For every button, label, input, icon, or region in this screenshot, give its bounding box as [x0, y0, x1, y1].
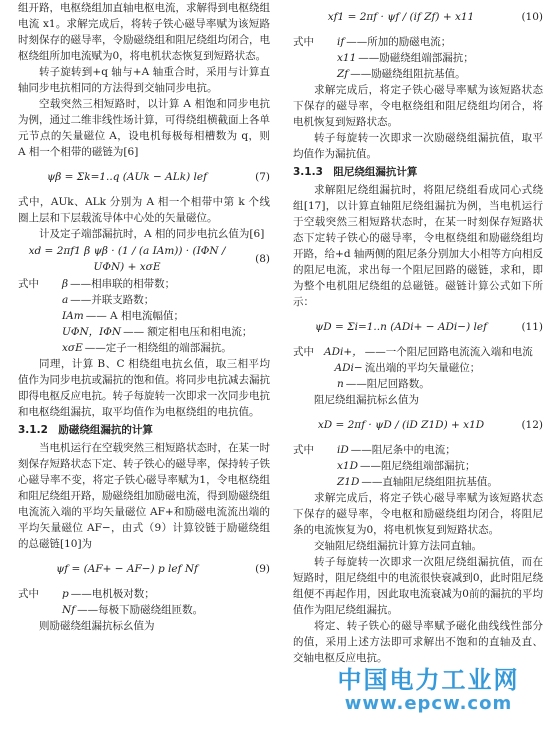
- definition-symbol: Nf: [62, 604, 76, 616]
- definition-text: ——阻尼绕组端部漏抗；: [360, 460, 476, 472]
- definition-prefix: [293, 474, 337, 490]
- paragraph: 则励磁绕组漏抗标幺值为: [39, 620, 155, 632]
- equation-body: xD = 2πf · ψD / (iD Z1D) + x1D: [317, 419, 485, 431]
- definition-symbol: xσE: [62, 342, 83, 354]
- definition-symbol: β: [62, 278, 69, 290]
- equation-10: [293, 0, 543, 34]
- paragraph: 当电机运行在空载突然三相短路状态时，在某一时刻保存短路状态下定、转子铁心的磁导率，保持转子铁心磁导率不变，将定子铁心磁导率赋为1，令电枢绕组和阻尼绕组开路，励磁绕组加励磁电流，得到励磁绕组电流流入端的平均矢量磁位 AF+和励磁电流流出端的平均矢量磁位 AF−，由式（9）计算铰链于励磁绕组的总磁链[10]为: [18, 442, 270, 550]
- symbol-definitions: [293, 344, 543, 392]
- paragraph: 交轴阻尼绕组漏抗计算方法同直轴。: [314, 540, 482, 552]
- paragraph: 求解完成后，将定子铁心磁导率赋为该短路状态下保存的磁导率，令电枢和励磁绕组均闭合，将阻尼条的电流恢复为0，将电机恢复到短路状态。: [293, 492, 543, 536]
- equation-body: ψD = Σi=1..n (ADi+ − ADi−) lef: [315, 321, 487, 333]
- equation-11: [293, 310, 543, 344]
- definition-symbol: n: [337, 378, 344, 390]
- definition-prefix: [18, 324, 62, 340]
- definition-row: [293, 376, 543, 392]
- definition-text: ——所加的励磁电流；: [346, 36, 452, 48]
- definition-symbol: a: [62, 294, 69, 306]
- symbol-definitions: [293, 442, 543, 490]
- left-column: [18, 0, 270, 634]
- paragraph: 阻尼绕组漏抗标幺值为: [314, 394, 419, 406]
- paragraph: 计及定子端部漏抗时，A 相的同步电抗幺值为[6]: [39, 228, 265, 240]
- definition-text: ——每极下励磁绕组匝数。: [77, 604, 204, 616]
- definition-row: [18, 292, 270, 308]
- definition-prefix: [293, 50, 337, 66]
- definition-row: [18, 308, 270, 324]
- watermark-url: www.epcw.com: [344, 693, 513, 714]
- definition-text: ——直轴阻尼绕组阻抗基值。: [361, 476, 498, 488]
- definition-row: [293, 458, 543, 474]
- watermark: [311, 666, 546, 714]
- definition-text: ——电机极对数；: [70, 588, 155, 600]
- definition-prefix: [18, 602, 62, 618]
- equation-number: (7): [255, 171, 270, 183]
- definition-text: ——阻尼条中的电流；: [350, 444, 456, 456]
- definition-prefix: 式中: [18, 588, 39, 600]
- equation-body: ψf = (AF+ − AF−) p lef Nf: [56, 563, 198, 575]
- definition-prefix: 式中: [293, 36, 314, 48]
- definition-row: [18, 324, 270, 340]
- paragraph: 组开路，电枢绕组加直轴电枢电流，求解得到电枢绕组电流 x1。求解完成后，将转子铁心磁导率赋为该短路时刻保存的磁导率，令励磁绕组和阻尼绕组均闭合，电枢绕组所加电流赋为0，将电机状态恢复到短路状态。: [18, 2, 270, 62]
- equation-body: ψβ = Σk=1..q (AUk − ALk) lef: [47, 171, 207, 183]
- equation-7: [18, 160, 270, 194]
- equation-12: [293, 408, 543, 442]
- definition-text: ——定子一相绕组的端部漏抗。: [84, 342, 232, 354]
- section-heading: 3.1.2 励磁绕组漏抗的计算: [18, 424, 153, 436]
- equation-number: (9): [255, 563, 270, 575]
- definition-symbol: p: [62, 588, 69, 600]
- equation-body: xf1 = 2πf · ψf / (if Zf) + x11: [327, 11, 475, 23]
- definition-row: [18, 602, 270, 618]
- section-heading: 3.1.3 阻尼绕组漏抗计算: [293, 166, 418, 178]
- definition-row: [18, 276, 270, 292]
- definition-prefix: [293, 376, 337, 392]
- definition-row: [293, 66, 543, 82]
- definition-row: [18, 340, 270, 356]
- definition-symbol: x1D: [337, 460, 359, 472]
- equation-number: (8): [255, 253, 270, 265]
- definition-symbol: x11: [337, 52, 357, 64]
- paragraph: 空载突然三相短路时，以计算 A 相饱和同步电抗为例，通过二维非线性场计算，可得绕组横截面上各单元节点的矢量磁位 A，设电机每极每相槽数为 q，则 A 相一个相带的磁链为[6]: [18, 98, 270, 158]
- equation-body: xd = 2πf1 β ψβ · (1 / (a IAm)) · (IΦN / UΦN) + xσE: [28, 245, 226, 273]
- equation-9: [18, 552, 270, 586]
- definition-prefix: [18, 340, 62, 356]
- definition-symbol: Z1D: [337, 476, 360, 488]
- paragraph: 将定、转子铁心的磁导率赋予磁化曲线线性部分的值，采用上述方法即可求解出不饱和的直轴及直、交轴电枢反应电抗。: [293, 620, 543, 664]
- definition-symbol: if: [337, 36, 345, 48]
- definition-text: —— A 相电流幅值；: [85, 310, 184, 322]
- paragraph: 式中，AUk、ALk 分别为 A 相一个相带中第 k 个线圈上层和下层载流导体中心处的矢量磁位。: [18, 196, 270, 224]
- definition-prefix: [293, 66, 337, 82]
- definition-text: ——阻尼回路数。: [345, 378, 430, 390]
- equation-number: (11): [521, 321, 543, 333]
- equation-number: (12): [521, 419, 543, 431]
- definition-text: ——励磁绕组端部漏抗；: [358, 52, 474, 64]
- equation-8: [18, 242, 270, 276]
- definition-symbol: iD: [337, 444, 349, 456]
- definition-prefix: [18, 292, 62, 308]
- definition-symbol: IAm: [62, 310, 84, 322]
- definition-prefix: [18, 308, 62, 324]
- definition-symbol: UΦN，IΦN: [62, 326, 122, 338]
- definition-text: —— 额定相电压和相电流；: [123, 326, 253, 338]
- symbol-definitions: [18, 586, 270, 618]
- watermark-site-name: 中国电力工业网: [337, 666, 520, 694]
- definition-row: [293, 344, 543, 376]
- definition-text: ——并联支路数；: [70, 294, 155, 306]
- right-column: [293, 0, 543, 666]
- equation-number: (10): [521, 11, 543, 23]
- definition-text: ——励磁绕组阻抗基值。: [350, 68, 466, 80]
- paragraph: 同理，计算 B、C 相绕组电抗幺值，取三相平均值作为同步电抗或漏抗的饱和值。将同步电抗减去漏抗即得电枢反应电抗。转子每旋转一次即求一次同步电抗和电枢绕组漏抗，取平均值作为电枢绕组的电抗值。: [18, 358, 270, 418]
- definition-prefix: 式中: [293, 444, 314, 456]
- definition-prefix: [293, 458, 337, 474]
- definition-text: ——一个阻尼回路电流流入端和电流流出端的平均矢量磁位；: [364, 346, 533, 374]
- paragraph: 求解阻尼绕组漏抗时，将阻尼绕组看成同心式绕组[17]，以计算直轴阻尼绕组漏抗为例，当电机运行于空载突然三相短路状态时，在某一时刻保存短路状态下定转子铁心的磁导率，令电枢绕组和励磁绕组均开路，给+d 轴两侧的阻尼条分别加大小相等方向相反的阻尼电流，求出每一个阻尼回路的磁链，求和，即为整个电机阻尼绕组的总磁链。磁链计算公式如下所示：: [293, 184, 543, 308]
- definition-text: ——相串联的相带数；: [70, 278, 176, 290]
- symbol-definitions: [18, 276, 270, 356]
- definition-prefix: 式中: [18, 278, 39, 290]
- paragraph: 求解完成后，将定子铁心磁导率赋为该短路状态下保存的磁导率，令电枢绕组和阻尼绕组均闭合，将电机恢复到短路状态。: [293, 84, 543, 128]
- symbol-definitions: [293, 34, 543, 82]
- paragraph: 转子旋转到+q 轴与+A 轴重合时，采用与计算直轴同步电抗相同的方法得到交轴同步电抗。: [18, 66, 270, 94]
- definition-row: [293, 474, 543, 490]
- definition-symbol: Zf: [337, 68, 349, 80]
- definition-row: [293, 34, 543, 50]
- definition-row: [18, 586, 270, 602]
- definition-row: [293, 442, 543, 458]
- definition-prefix: 式中: [293, 346, 314, 358]
- paragraph: 转子每旋转一次即求一次阻尼绕组漏抗值，而在短路时，阻尼绕组中的电流很快衰减到0，此时阻尼绕组便不再起作用，因此取电流衰减为0前的漏抗的平均值作为阻尼绕组漏抗。: [293, 556, 543, 616]
- paragraph: 转子每旋转一次即求一次励磁绕组漏抗值，取平均值作为漏抗值。: [293, 132, 543, 160]
- definition-symbol: ADi+，ADi−: [324, 346, 363, 374]
- definition-row: [293, 50, 543, 66]
